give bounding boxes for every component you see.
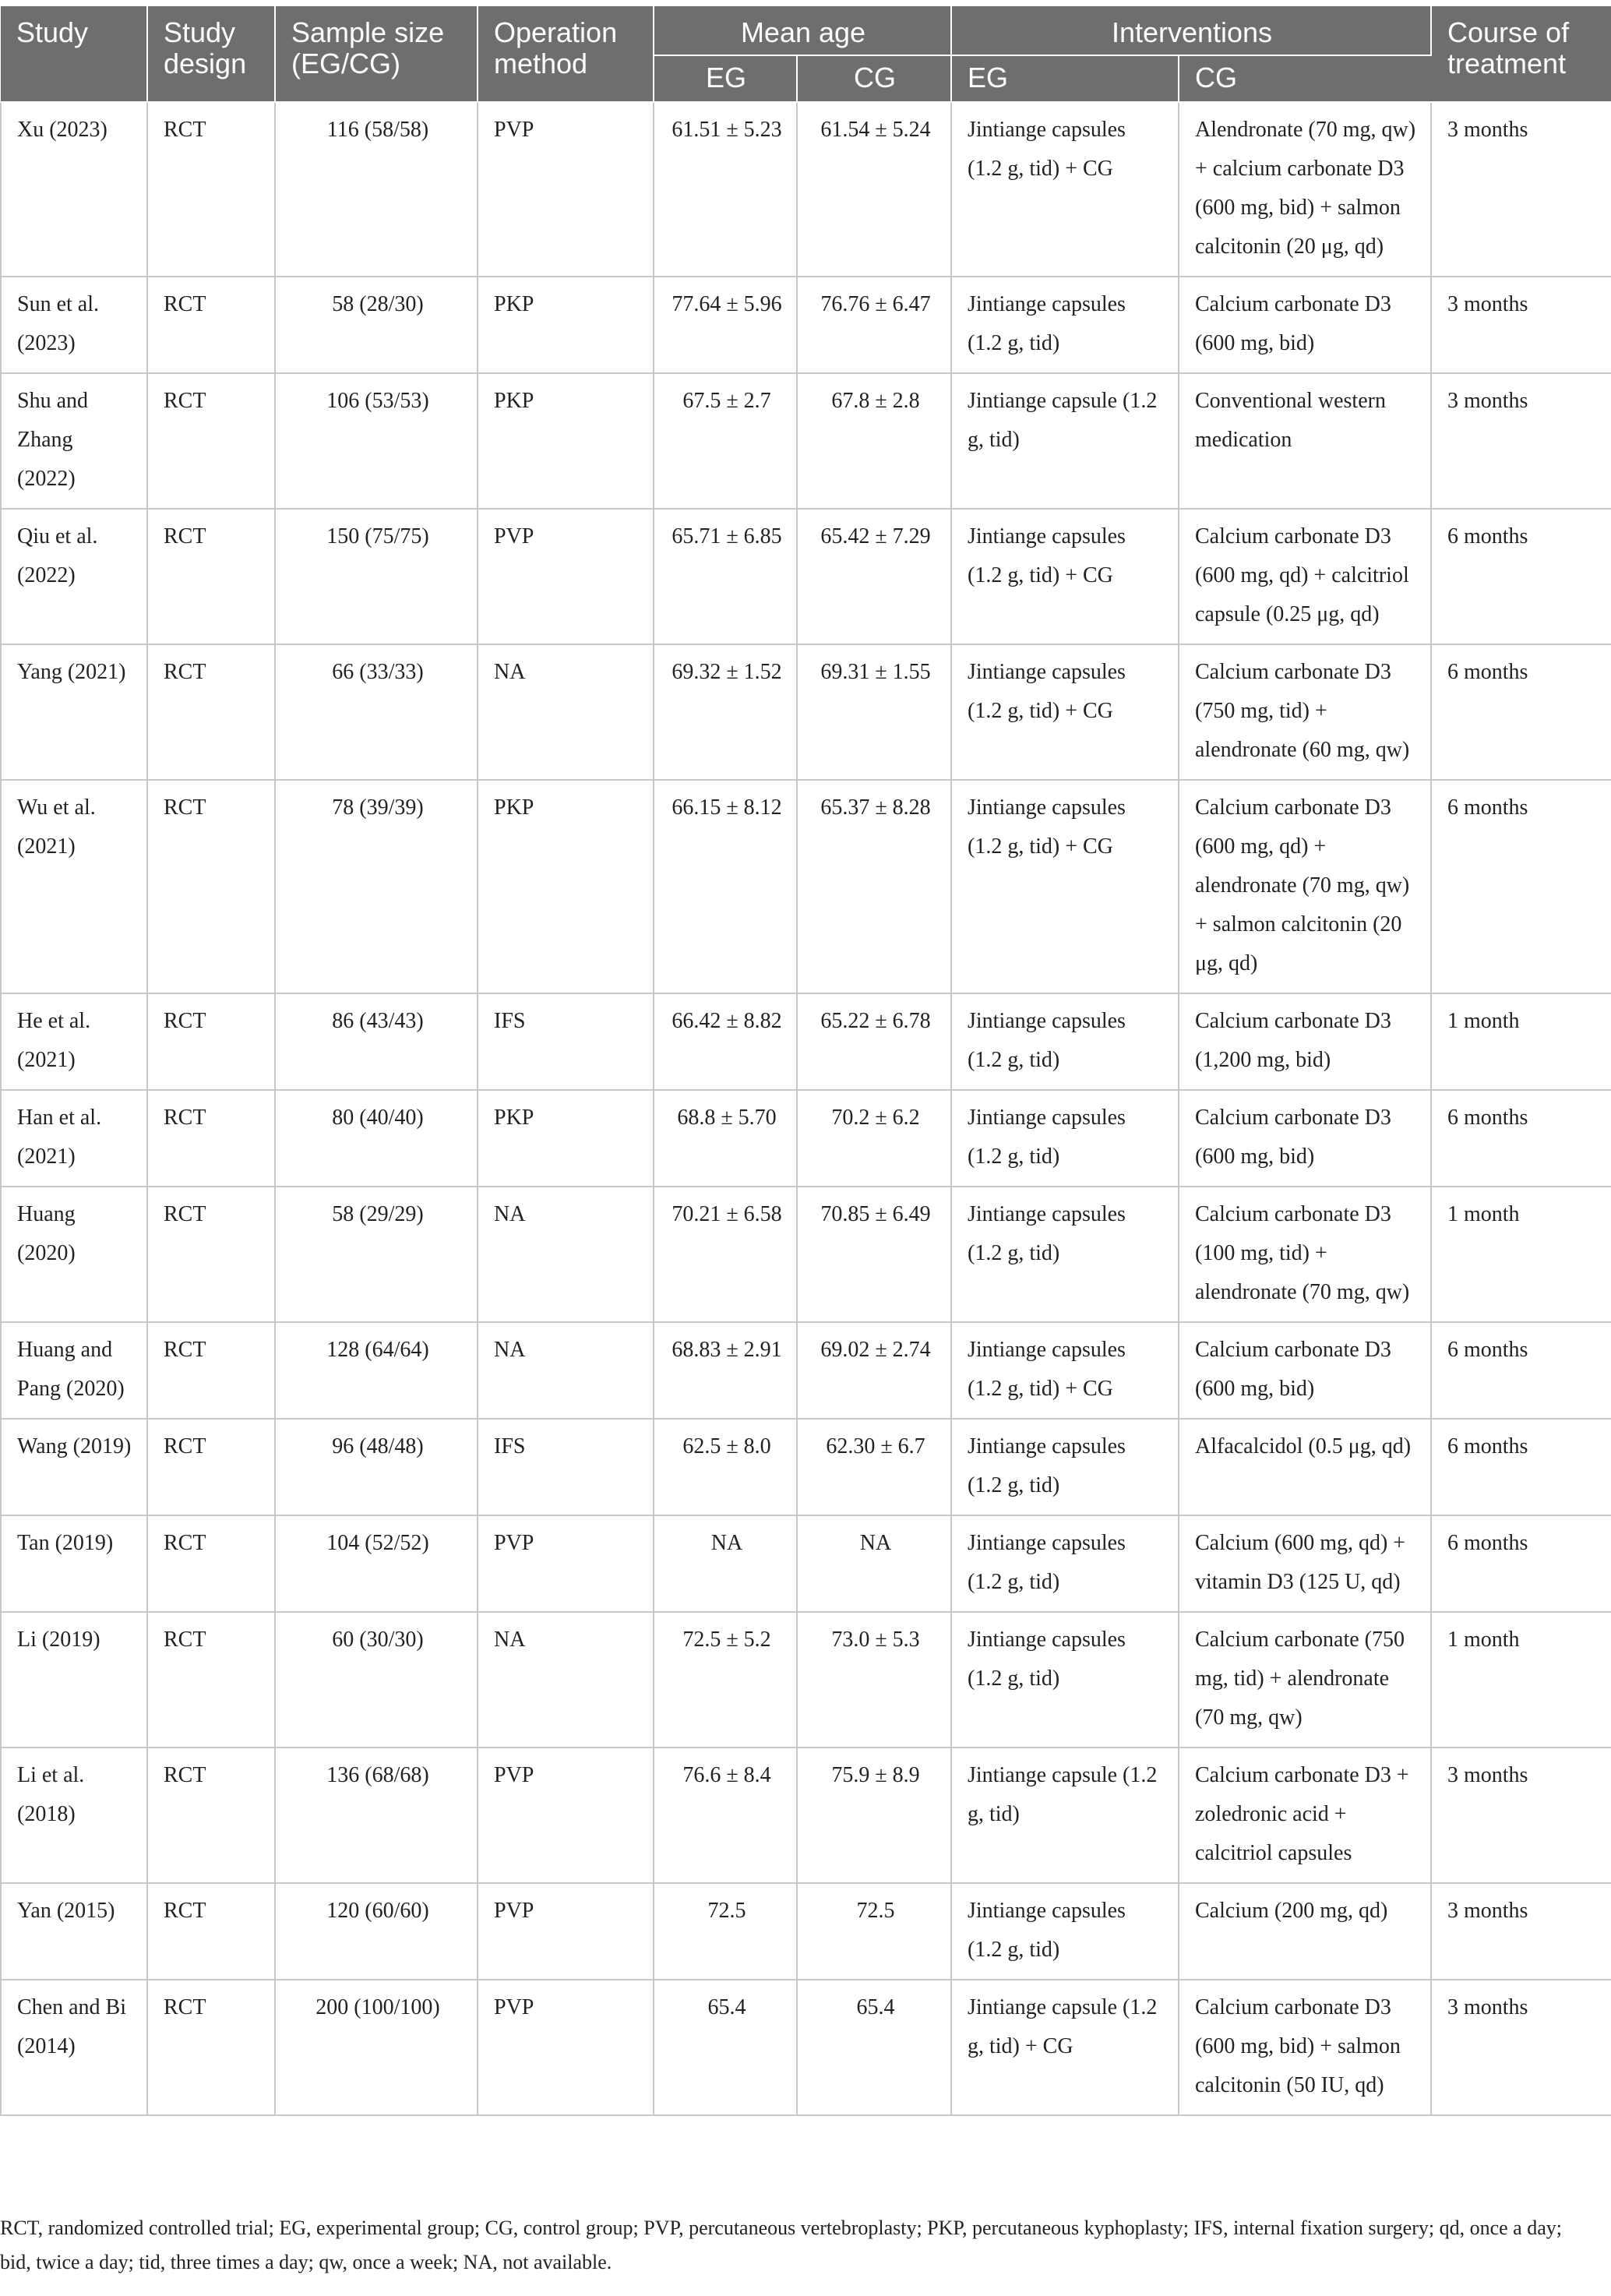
cell-study: Sun et al. (2023) [1,277,147,373]
cell-intervention-cg: Alendronate (70 mg, qw) + calcium carbonate D3 (600 mg, bid) + salmon calcitonin (20 μg, qd) [1179,102,1431,277]
table-row [1,993,1611,1090]
cell-intervention-eg: Jintiange capsules (1.2 g, tid) [951,1187,1179,1322]
cell-course: 1 month [1431,1612,1611,1748]
cell-study-design: RCT [147,780,275,993]
cell-sample-size: 80 (40/40) [275,1090,478,1187]
cell-intervention-cg: Calcium carbonate D3 (600 mg, qd) + calcitriol capsule (0.25 μg, qd) [1179,509,1431,644]
cell-operation-method: PVP [478,1883,654,1980]
cell-study-design: RCT [147,644,275,780]
cell-mean-age-eg: 68.8 ± 5.70 [654,1090,797,1187]
cell-study-design: RCT [147,1748,275,1883]
cell-operation-method: PKP [478,373,654,509]
cell-study-design: RCT [147,277,275,373]
table-row [1,1515,1611,1612]
cell-course: 6 months [1431,1090,1611,1187]
cell-mean-age-cg: 75.9 ± 8.9 [797,1748,951,1883]
header-sample-size: Sample size (EG/CG) [275,6,478,102]
header-operation-method: Operation method [478,6,654,102]
cell-sample-size: 96 (48/48) [275,1419,478,1515]
cell-mean-age-eg: 72.5 ± 5.2 [654,1612,797,1748]
cell-course: 6 months [1431,509,1611,644]
cell-operation-method: NA [478,1612,654,1748]
cell-sample-size: 104 (52/52) [275,1515,478,1612]
table-row [1,1612,1611,1748]
cell-intervention-eg: Jintiange capsules (1.2 g, tid) + CG [951,102,1179,277]
table-row [1,1883,1611,1980]
cell-mean-age-eg: 67.5 ± 2.7 [654,373,797,509]
table-row [1,373,1611,509]
cell-study-design: RCT [147,373,275,509]
cell-mean-age-cg: 70.2 ± 6.2 [797,1090,951,1187]
cell-intervention-eg: Jintiange capsules (1.2 g, tid) + CG [951,780,1179,993]
cell-intervention-eg: Jintiange capsules (1.2 g, tid) [951,1419,1179,1515]
cell-study: Huang (2020) [1,1187,147,1322]
cell-sample-size: 106 (53/53) [275,373,478,509]
cell-mean-age-cg: 65.42 ± 7.29 [797,509,951,644]
cell-operation-method: PVP [478,1980,654,2115]
table-row [1,509,1611,644]
cell-mean-age-cg: 70.85 ± 6.49 [797,1187,951,1322]
cell-intervention-cg: Calcium (600 mg, qd) + vitamin D3 (125 U, qd) [1179,1515,1431,1612]
cell-course: 6 months [1431,644,1611,780]
cell-intervention-eg: Jintiange capsules (1.2 g, tid) [951,1090,1179,1187]
cell-study: Wang (2019) [1,1419,147,1515]
table-body [1,102,1611,2115]
cell-intervention-cg: Calcium carbonate D3 (100 mg, tid) + alendronate (70 mg, qw) [1179,1187,1431,1322]
cell-intervention-cg: Calcium (200 mg, qd) [1179,1883,1431,1980]
cell-study: Qiu et al. (2022) [1,509,147,644]
cell-course: 3 months [1431,277,1611,373]
cell-course: 3 months [1431,1748,1611,1883]
cell-mean-age-cg: 76.76 ± 6.47 [797,277,951,373]
cell-mean-age-eg: 68.83 ± 2.91 [654,1322,797,1419]
cell-sample-size: 86 (43/43) [275,993,478,1090]
table-row [1,1748,1611,1883]
cell-intervention-cg: Calcium carbonate D3 (750 mg, tid) + alendronate (60 mg, qw) [1179,644,1431,780]
header-interventions-cg: CG [1179,55,1431,102]
table-row [1,1980,1611,2115]
cell-mean-age-eg: 72.5 [654,1883,797,1980]
cell-sample-size: 60 (30/30) [275,1612,478,1748]
cell-operation-method: NA [478,644,654,780]
cell-study: Yang (2021) [1,644,147,780]
cell-intervention-eg: Jintiange capsules (1.2 g, tid) [951,1883,1179,1980]
cell-mean-age-eg: 76.6 ± 8.4 [654,1748,797,1883]
cell-course: 3 months [1431,1883,1611,1980]
cell-operation-method: IFS [478,993,654,1090]
cell-intervention-eg: Jintiange capsules (1.2 g, tid) + CG [951,644,1179,780]
cell-operation-method: PKP [478,277,654,373]
cell-mean-age-eg: NA [654,1515,797,1612]
cell-course: 6 months [1431,1515,1611,1612]
cell-mean-age-cg: 72.5 [797,1883,951,1980]
cell-operation-method: PKP [478,1090,654,1187]
study-characteristics-table [0,6,1611,2116]
cell-operation-method: PVP [478,1515,654,1612]
cell-study: Xu (2023) [1,102,147,277]
table-row [1,1419,1611,1515]
cell-mean-age-eg: 66.15 ± 8.12 [654,780,797,993]
cell-study: Yan (2015) [1,1883,147,1980]
cell-intervention-cg: Conventional western medication [1179,373,1431,509]
cell-course: 1 month [1431,993,1611,1090]
cell-mean-age-cg: 65.37 ± 8.28 [797,780,951,993]
cell-study-design: RCT [147,1883,275,1980]
table-row [1,1187,1611,1322]
cell-mean-age-eg: 69.32 ± 1.52 [654,644,797,780]
cell-sample-size: 66 (33/33) [275,644,478,780]
cell-operation-method: PVP [478,102,654,277]
cell-sample-size: 58 (29/29) [275,1187,478,1322]
cell-study: Li (2019) [1,1612,147,1748]
cell-mean-age-eg: 66.42 ± 8.82 [654,993,797,1090]
cell-study-design: RCT [147,993,275,1090]
cell-study: Tan (2019) [1,1515,147,1612]
cell-study: Wu et al. (2021) [1,780,147,993]
cell-course: 6 months [1431,1322,1611,1419]
cell-mean-age-eg: 65.71 ± 6.85 [654,509,797,644]
cell-intervention-cg: Calcium carbonate D3 (1,200 mg, bid) [1179,993,1431,1090]
header-study: Study [1,6,147,102]
cell-intervention-eg: Jintiange capsule (1.2 g, tid) [951,373,1179,509]
cell-mean-age-cg: 65.4 [797,1980,951,2115]
cell-intervention-eg: Jintiange capsules (1.2 g, tid) [951,277,1179,373]
cell-operation-method: PVP [478,1748,654,1883]
cell-mean-age-cg: 69.02 ± 2.74 [797,1322,951,1419]
cell-course: 3 months [1431,373,1611,509]
cell-study-design: RCT [147,1187,275,1322]
header-interventions-eg: EG [951,55,1179,102]
cell-operation-method: PKP [478,780,654,993]
cell-operation-method: NA [478,1187,654,1322]
cell-sample-size: 116 (58/58) [275,102,478,277]
header-mean-age: Mean age [654,6,951,55]
table-row [1,644,1611,780]
table-row [1,277,1611,373]
header-mean-age-cg: CG [797,55,951,102]
cell-intervention-eg: Jintiange capsules (1.2 g, tid) + CG [951,1322,1179,1419]
cell-mean-age-eg: 65.4 [654,1980,797,2115]
cell-course: 6 months [1431,780,1611,993]
cell-intervention-eg: Jintiange capsule (1.2 g, tid) + CG [951,1980,1179,2115]
header-study-design: Study design [147,6,275,102]
cell-study-design: RCT [147,102,275,277]
cell-study-design: RCT [147,1515,275,1612]
cell-mean-age-eg: 61.51 ± 5.23 [654,102,797,277]
cell-mean-age-eg: 77.64 ± 5.96 [654,277,797,373]
cell-operation-method: PVP [478,509,654,644]
table-row [1,1090,1611,1187]
header-mean-age-eg: EG [654,55,797,102]
cell-mean-age-cg: NA [797,1515,951,1612]
cell-intervention-cg: Calcium carbonate D3 (600 mg, bid) [1179,1322,1431,1419]
cell-course: 3 months [1431,102,1611,277]
header-course-of-treatment: Course of treatment [1431,6,1611,102]
cell-intervention-cg: Calcium carbonate D3 (600 mg, bid) [1179,277,1431,373]
cell-intervention-eg: Jintiange capsules (1.2 g, tid) [951,993,1179,1090]
cell-intervention-cg: Calcium carbonate D3 (600 mg, bid) [1179,1090,1431,1187]
header-interventions: Interventions [951,6,1431,55]
cell-mean-age-cg: 73.0 ± 5.3 [797,1612,951,1748]
cell-sample-size: 128 (64/64) [275,1322,478,1419]
cell-sample-size: 58 (28/30) [275,277,478,373]
cell-study: He et al. (2021) [1,993,147,1090]
cell-study: Chen and Bi (2014) [1,1980,147,2115]
cell-study: Li et al. (2018) [1,1748,147,1883]
cell-intervention-cg: Calcium carbonate D3 (600 mg, bid) + salmon calcitonin (50 IU, qd) [1179,1980,1431,2115]
cell-intervention-eg: Jintiange capsules (1.2 g, tid) [951,1515,1179,1612]
cell-intervention-cg: Calcium carbonate (750 mg, tid) + alendronate (70 mg, qw) [1179,1612,1431,1748]
cell-study: Han et al. (2021) [1,1090,147,1187]
cell-course: 1 month [1431,1187,1611,1322]
cell-sample-size: 120 (60/60) [275,1883,478,1980]
cell-intervention-cg: Alfacalcidol (0.5 μg, qd) [1179,1419,1431,1515]
cell-study: Shu and Zhang (2022) [1,373,147,509]
cell-intervention-cg: Calcium carbonate D3 (600 mg, qd) + alendronate (70 mg, qw) + salmon calcitonin (20 μg, qd) [1179,780,1431,993]
cell-study-design: RCT [147,1322,275,1419]
table-row [1,102,1611,277]
cell-study-design: RCT [147,1090,275,1187]
table-header [1,6,1611,102]
cell-mean-age-eg: 62.5 ± 8.0 [654,1419,797,1515]
cell-intervention-eg: Jintiange capsules (1.2 g, tid) [951,1612,1179,1748]
cell-mean-age-cg: 69.31 ± 1.55 [797,644,951,780]
cell-study-design: RCT [147,509,275,644]
cell-mean-age-cg: 61.54 ± 5.24 [797,102,951,277]
cell-sample-size: 150 (75/75) [275,509,478,644]
cell-sample-size: 200 (100/100) [275,1980,478,2115]
cell-mean-age-eg: 70.21 ± 6.58 [654,1187,797,1322]
cell-operation-method: IFS [478,1419,654,1515]
table-row [1,780,1611,993]
cell-operation-method: NA [478,1322,654,1419]
cell-mean-age-cg: 65.22 ± 6.78 [797,993,951,1090]
cell-study: Huang and Pang (2020) [1,1322,147,1419]
table-footnote: RCT, randomized controlled trial; EG, experimental group; CG, control group; PVP, percutaneous vertebroplasty; PKP, percutaneous kyphoplasty; IFS, internal fixation surgery; qd, once a day; bid, twice a day; tid, three times a day; qw, once a week; NA, not available. [0,2217,1562,2273]
cell-intervention-eg: Jintiange capsules (1.2 g, tid) + CG [951,509,1179,644]
cell-sample-size: 78 (39/39) [275,780,478,993]
cell-mean-age-cg: 62.30 ± 6.7 [797,1419,951,1515]
cell-intervention-cg: Calcium carbonate D3 + zoledronic acid + calcitriol capsules [1179,1748,1431,1883]
cell-sample-size: 136 (68/68) [275,1748,478,1883]
table-row [1,1322,1611,1419]
cell-course: 6 months [1431,1419,1611,1515]
cell-study-design: RCT [147,1419,275,1515]
cell-course: 3 months [1431,1980,1611,2115]
cell-study-design: RCT [147,1612,275,1748]
cell-study-design: RCT [147,1980,275,2115]
cell-mean-age-cg: 67.8 ± 2.8 [797,373,951,509]
cell-intervention-eg: Jintiange capsule (1.2 g, tid) [951,1748,1179,1883]
